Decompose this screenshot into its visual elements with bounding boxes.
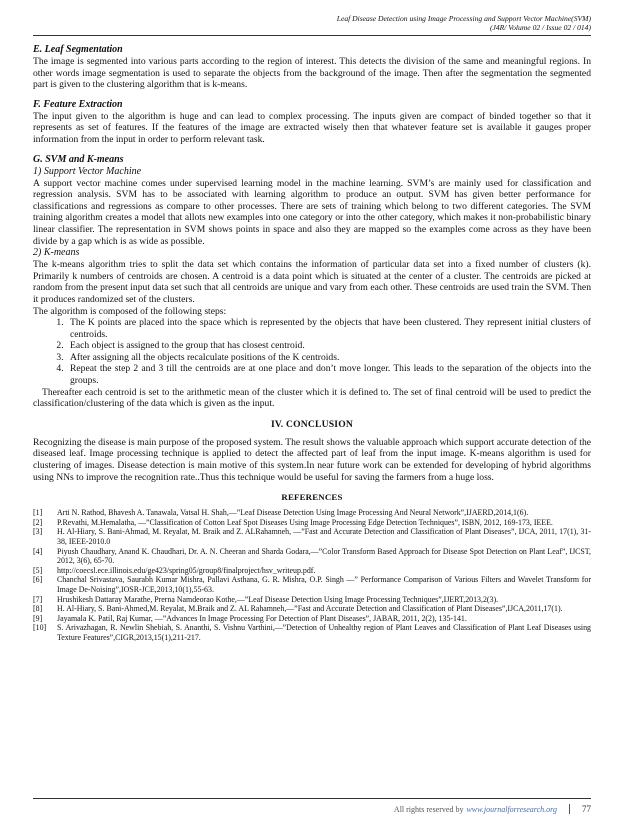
conclusion-paragraph: Recognizing the disease is main purpose of the proposed system. The result shows the valuable approach which support accurate detection of the diseased leaf. Image processing technique is applied to detect the affected part of leaf from the input image. K-means algorithm is used for clustering of images. Disease detection is main motive of this system.In near future work can be extended for developing of hybrid algorithms using NNs to improve the recognition rate..Thus this technique would be useful for saving the farmers from a huge loss. [33,436,591,483]
reference-item [33,604,591,614]
reference-item [33,566,591,576]
reference-item [33,518,591,528]
reference-number: [5] [33,565,43,575]
subsection-kmeans-paragraph: The k-means algorithm tries to split the data set which contains the information of particular data set into a fixed number of clusters (k). Primarily k numbers of centroids are chosen. A centroid is a data point which is situated at the center of a cluster. The centroids are picked at random from the present input data set such that all centroids are unique and vary from each other. These centroids are used train the SVM. Then it produces randomized set of the clusters. [33,259,591,305]
reference-item [33,614,591,624]
references-list [33,508,591,642]
reference-text: Piyush Chaudhary, Anand K. Chaudhari, Dr. A. N. Cheeran and Sharda Godara,―”Color Transform Based Approach for Disease Spot Detection on Plant Leaf”, IJCST, 2012, 3(6), 65-70. [57,546,591,566]
reference-text: Arti N. Rathod, Bhavesh A. Tanawala, Vatsal H. Shah,―”Leaf Disease Detection Using Image Processing And Neural Network”,IJAERD,2014,1(6). [57,508,529,518]
reference-number: [10] [33,623,47,633]
copyright-text: All rights reserved by [393,804,464,814]
footer-divider [33,798,591,799]
reference-link[interactable]: http://coecsl.ece.illinois.edu/ge423/spring05/group8/finalproject/hsv_writeup.pdf. [57,565,316,575]
section-e-paragraph: The image is segmented into various parts according to the region of interest. This detects the division of the same and meaningful regions. In other words image segmentation is used to separate the objects from the background of the image. Then after the segmentation the segmented part is given to the clustering algorithm that is k-means. [33,56,591,91]
reference-item [33,595,591,605]
reference-number: [8] [33,604,43,614]
section-f-heading: F. Feature Extraction [33,98,123,110]
kmeans-closing-paragraph: Thereafter each centroid is set to the arithmetic mean of the cluster which it is defined to. The set of final centroid will be used to predict the classification/clustering of the data which is given as the input. [33,386,591,410]
subsection-svm-heading: 1) Support Vector Machine [33,165,142,177]
section-g-heading: G. SVM and K-means [33,153,124,165]
running-header [337,14,591,32]
page-footer [394,804,591,814]
steps-intro: The algorithm is composed of the following steps: [33,305,227,317]
reference-number: [9] [33,613,43,623]
conclusion-heading: IV. CONCLUSION [270,418,354,430]
section-e-heading: E. Leaf Segmentation [33,44,123,55]
reference-item [33,623,591,642]
reference-text: H. Al-Hiary, S. Bani-Ahmad, M. Reyalat, M. Braik and Z. ALRahamneh, ―”Fast and Accurate Detection and Classification of Plant Diseases”, IJCA, 2011, 17(1), 31-38, IEEE-2010.0 [57,527,591,546]
header-divider [33,35,591,36]
reference-item [33,508,591,518]
reference-number: [6] [33,575,43,585]
reference-item [33,575,591,594]
reference-text: H. Al-Hiary, S. Bani-Ahmed,M. Reyalat, M.Braik and Z. AL Rahamneh,―”Fast and Accurate Detection and Classification of Plant Diseases”,IJCA,2011,17(1). [57,604,563,614]
algorithm-step: 1. The K points are placed into the space which is represented by the objects that have been clustered. They represent initial clusters of centroids. [66,317,591,340]
algorithm-step: 3. After assigning all the objects recalculate positions of the K centroids. [66,352,591,364]
algorithm-step: 2. Each object is assigned to the group that has closest centroid. [66,340,591,352]
main-content [33,44,591,643]
reference-number: [3] [33,527,43,537]
subsection-kmeans-heading: 2) K-means [33,247,80,259]
page-number: 77 [569,804,591,814]
references-heading: REFERENCES [281,492,343,503]
reference-number: [2] [33,517,43,527]
reference-text: Chanchal Srivastava, Saurabh Kumar Mishra, Pallavi Asthana, G. R. Mishra, O.P. Singh ―” Performance Comparison of Various Filters and Wavelet Transform for Image De-Noising”,IOSR-JCE,2013,10(1),55-63. [57,575,591,594]
section-f-paragraph: The input given to the algorithm is huge and can lead to complex processing. The inputs given are compact of binded together so that it represents as set of features. If the features of the image are extracted wisely then that whatever feature set is available it gauges proper information from the input in order to perform relevant task. [33,110,591,145]
subsection-svm-paragraph: A support vector machine comes under supervised learning model in the machine learning. SVM’s are mainly used for classification and regression analysis. SVM has to be associated with learning algorithm to produce an output. SVM has given better performance for classifications and regressions as compare to other processes. There are sets of training which belong to two different categories. The SVM training algorithm creates a model that allots new examples into one category or into the other category, which makes it non-probabilistic binary linear classifier. The representation in SVM shows points in space and also they are mapped so the examples come across as they have been divide by a gap which is as wide as possible. [33,177,591,247]
algorithm-steps-list [33,317,591,387]
reference-number: [7] [33,594,43,604]
reference-item [33,527,591,546]
header-volume: (J4R/ Volume 02 / Issue 02 / 014) [489,23,591,32]
reference-text: P.Revathi, M.Hemalatha, ―”Classification of Cotton Leaf Spot Diseases Using Image Processing Edge Detection Techniques”, ISBN, 2012, 169-173, IEEE. [57,517,553,527]
reference-number: [4] [33,546,43,556]
reference-text: Jayamala K. Patil, Raj Kumar, ―”Advances In Image Processing For Detection of Plant Diseases”, JABAR, 2011, 2(2), 135-141. [57,613,467,623]
reference-text: S. Arivazhagan, R. Newlin Shebiah, S. Ananthi, S. Vishnu Varthini,―”Detection of Unhealthy region of Plant Leaves and Classification of Plant Leaf Diseases using Texture Features”,CIGR,2013,15(1),211-217. [57,623,591,642]
reference-text: Hrushikesh Dattaray Marathe, Prerna Namdeorao Kothe,―”Leaf Disease Detection Using Image Processing Techniques”,IJERT,2013,2(3). [57,594,499,604]
header-title: Leaf Disease Detection using Image Processing and Support Vector Machine(SVM) [336,14,591,23]
reference-item [33,547,591,566]
algorithm-step: 4. Repeat the step 2 and 3 till the centroids are at one place and don’t move longer. This leads to the separation of the objects into the groups. [66,363,591,386]
reference-number: [1] [33,508,43,518]
journal-website-link[interactable]: www.journalforresearch.org [466,804,557,814]
